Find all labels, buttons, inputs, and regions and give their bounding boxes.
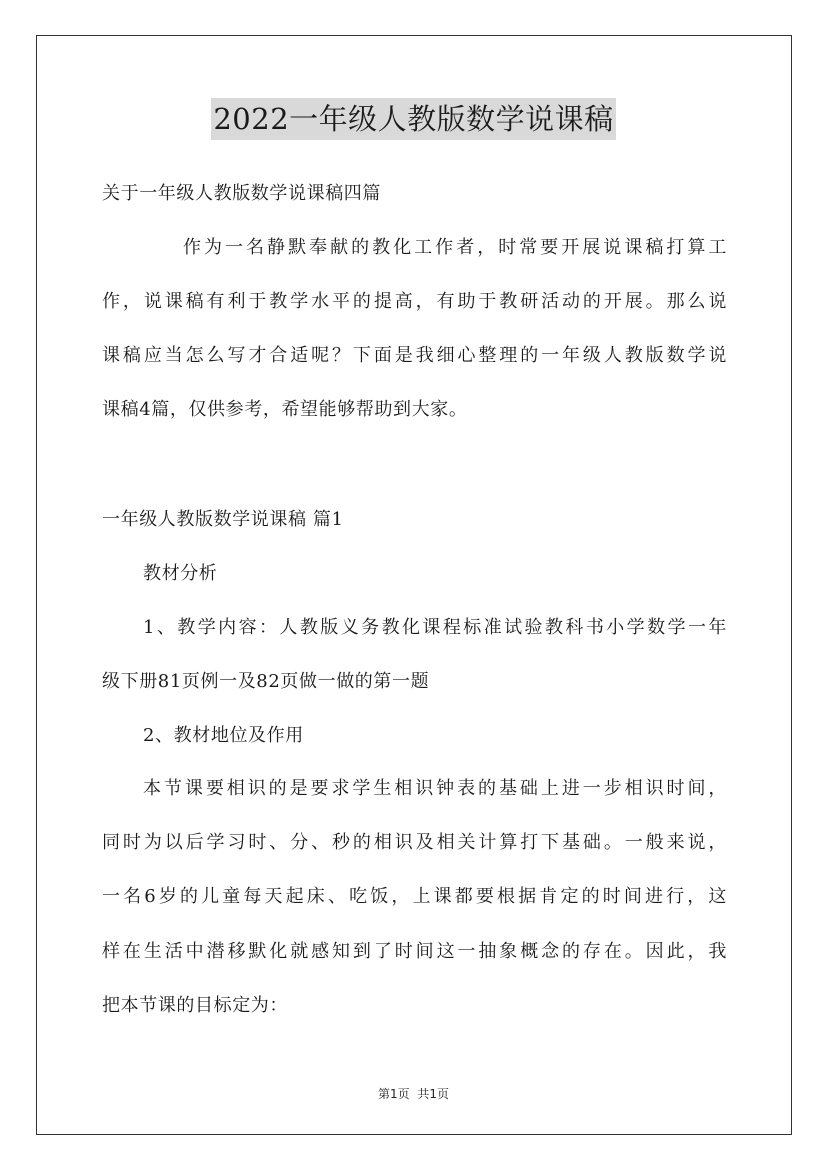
page-total: 共1页	[417, 1087, 449, 1101]
item1-line: 1、教学内容：人教版义务教化课程标准试验教科书小学数学一年	[143, 617, 727, 638]
item2-heading: 2、教材地位及作用	[143, 725, 304, 746]
body-line: 本节课要相识的是要求学生相识钟表的基础上进一步相识时间，	[143, 778, 727, 799]
body-line: 样在生活中潜移默化就感知到了时间这一抽象概念的存在。因此，我	[102, 941, 727, 962]
title-container	[0, 98, 827, 140]
page-number: 第1页	[378, 1087, 410, 1101]
body-line: 把本节课的目标定为：	[102, 995, 288, 1016]
intro-line: 课稿4篇，仅供参考，希望能够帮助到大家。	[102, 399, 468, 420]
body-line: 同时为以后学习时、分、秒的相识及相关计算打下基础。一般来说，	[102, 832, 727, 853]
body-line: 一名6岁的儿童每天起床、吃饭，上课都要根据肯定的时间进行，这	[102, 886, 727, 907]
intro-line: 作，说课稿有利于教学水平的提高，有助于教研活动的开展。那么说	[102, 291, 727, 312]
document-subtitle: 关于一年级人教版数学说课稿四篇	[102, 183, 381, 204]
heading-material: 教材分析	[143, 563, 218, 584]
intro-line: 课稿应当怎么写才合适呢？下面是我细心整理的一年级人教版数学说	[102, 345, 727, 366]
page-footer	[0, 1085, 827, 1102]
intro-line: 作为一名静默奉献的教化工作者，时常要开展说课稿打算工	[183, 237, 727, 258]
section-heading: 一年级人教版数学说课稿 篇1	[102, 509, 344, 530]
document-title: 2022一年级人教版数学说课稿	[211, 98, 615, 140]
item1-line: 级下册81页例一及82页做一做的第一题	[102, 671, 430, 692]
